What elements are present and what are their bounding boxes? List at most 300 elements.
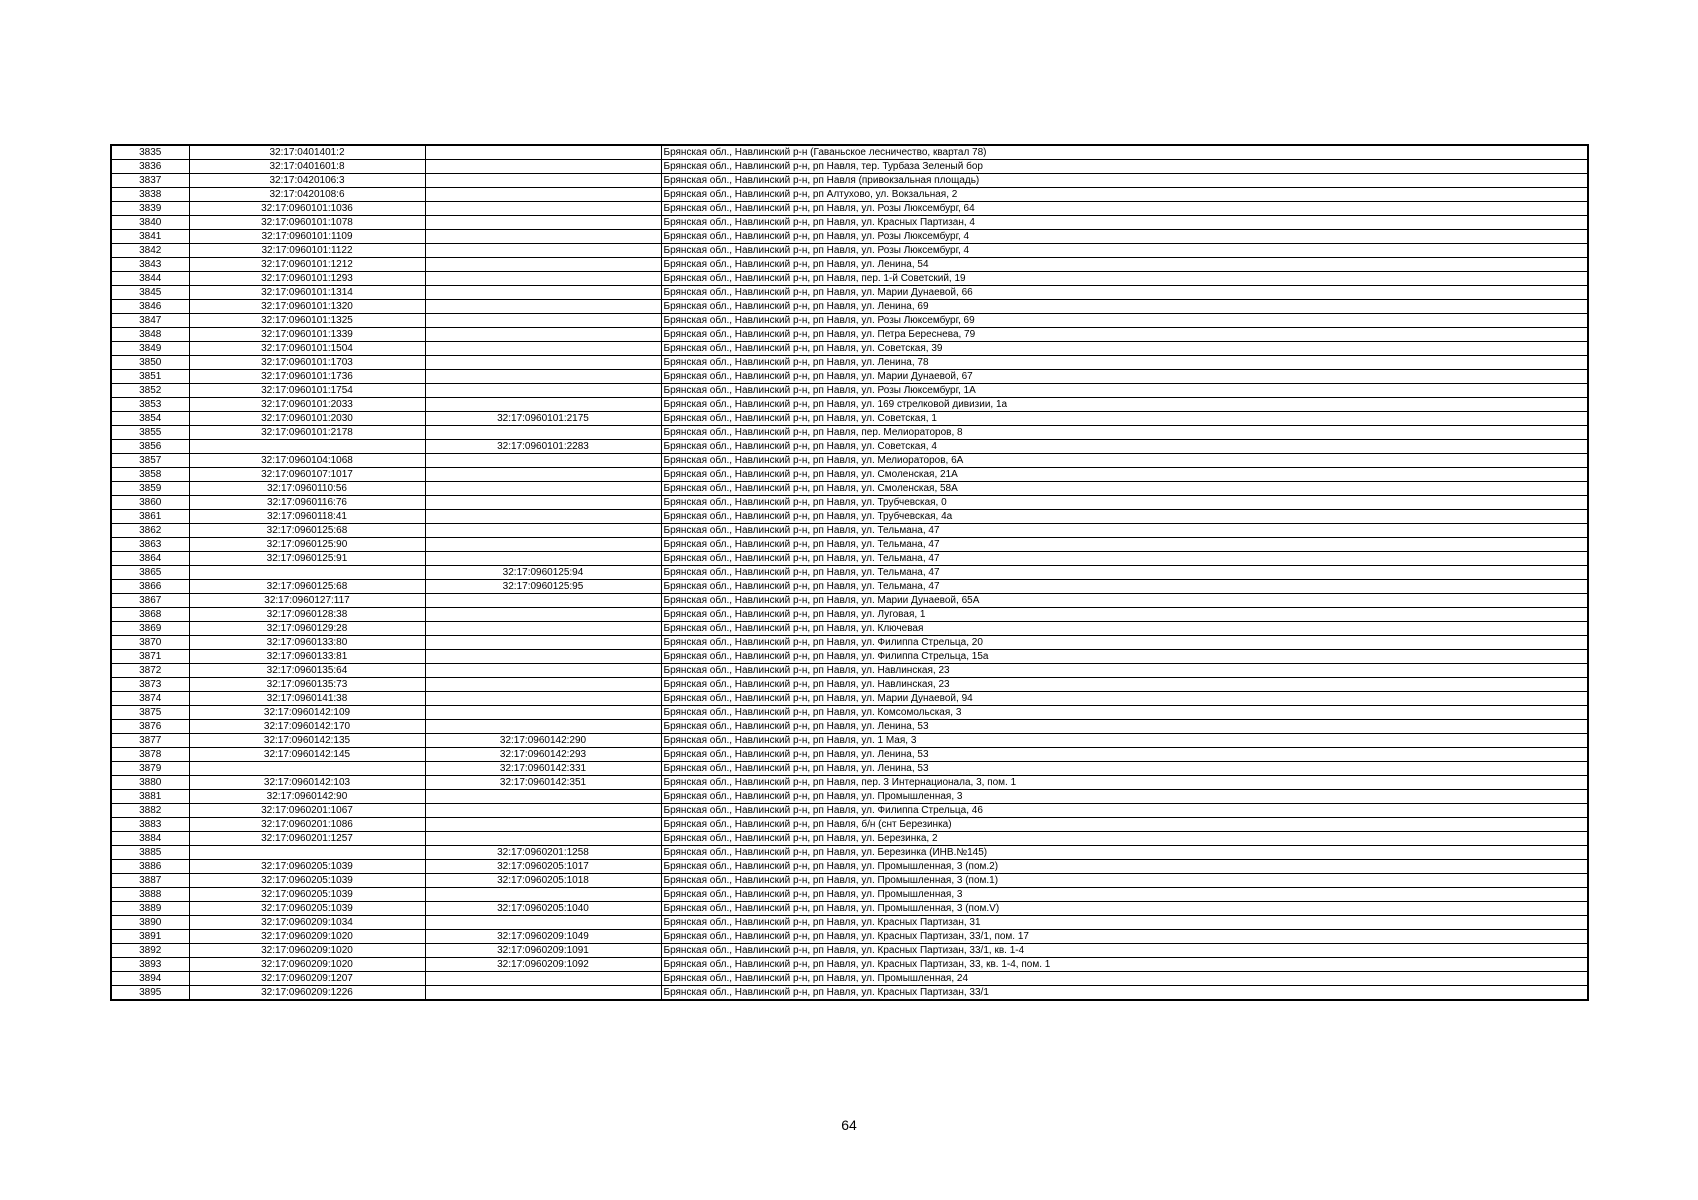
cadastral-number-cell: 32:17:0960201:1257: [189, 832, 425, 846]
related-cadastral-number-cell: [425, 538, 661, 552]
cadastral-number-cell: 32:17:0960101:1293: [189, 272, 425, 286]
row-number-cell: 3875: [111, 706, 189, 720]
related-cadastral-number-cell: 32:17:0960142:290: [425, 734, 661, 748]
related-cadastral-number-cell: [425, 986, 661, 1001]
table-row: [111, 384, 1588, 398]
related-cadastral-number-cell: 32:17:0960205:1040: [425, 902, 661, 916]
address-cell: Брянская обл., Навлинский р-н, рп Навля, ул. Трубчевская, 0: [661, 496, 1588, 510]
related-cadastral-number-cell: [425, 496, 661, 510]
row-number-cell: 3835: [111, 145, 189, 160]
table-row: [111, 524, 1588, 538]
related-cadastral-number-cell: [425, 342, 661, 356]
table-row: [111, 972, 1588, 986]
related-cadastral-number-cell: [425, 552, 661, 566]
related-cadastral-number-cell: [425, 692, 661, 706]
cadastral-number-cell: 32:17:0960142:90: [189, 790, 425, 804]
address-cell: Брянская обл., Навлинский р-н, рп Навля, ул. Ленина, 53: [661, 720, 1588, 734]
cadastral-number-cell: 32:17:0960201:1067: [189, 804, 425, 818]
cadastral-number-cell: 32:17:0960125:91: [189, 552, 425, 566]
related-cadastral-number-cell: [425, 622, 661, 636]
address-cell: Брянская обл., Навлинский р-н, рп Навля, ул. Промышленная, 3: [661, 888, 1588, 902]
row-number-cell: 3877: [111, 734, 189, 748]
row-number-cell: 3854: [111, 412, 189, 426]
row-number-cell: 3870: [111, 636, 189, 650]
table-row: [111, 734, 1588, 748]
address-cell: Брянская обл., Навлинский р-н, рп Навля, ул. 1 Мая, 3: [661, 734, 1588, 748]
related-cadastral-number-cell: [425, 804, 661, 818]
row-number-cell: 3885: [111, 846, 189, 860]
related-cadastral-number-cell: [425, 384, 661, 398]
cadastral-number-cell: 32:17:0960205:1039: [189, 860, 425, 874]
row-number-cell: 3856: [111, 440, 189, 454]
table-row: [111, 300, 1588, 314]
cadastral-number-cell: 32:17:0960128:38: [189, 608, 425, 622]
cadastral-number-cell: 32:17:0960141:38: [189, 692, 425, 706]
table-row: [111, 286, 1588, 300]
cadastral-number-cell: 32:17:0960101:1122: [189, 244, 425, 258]
address-cell: Брянская обл., Навлинский р-н, рп Навля, ул. Ленина, 53: [661, 762, 1588, 776]
cadastral-number-cell: 32:17:0960127:117: [189, 594, 425, 608]
address-cell: Брянская обл., Навлинский р-н, рп Навля, ул. Советская, 1: [661, 412, 1588, 426]
table-row: [111, 398, 1588, 412]
related-cadastral-number-cell: 32:17:0960125:95: [425, 580, 661, 594]
address-cell: Брянская обл., Навлинский р-н, рп Навля, ул. Тельмана, 47: [661, 580, 1588, 594]
related-cadastral-number-cell: [425, 174, 661, 188]
address-cell: Брянская обл., Навлинский р-н, рп Навля, ул. Трубчевская, 4а: [661, 510, 1588, 524]
cadastral-number-cell: 32:17:0960209:1207: [189, 972, 425, 986]
related-cadastral-number-cell: 32:17:0960205:1018: [425, 874, 661, 888]
table-row: [111, 706, 1588, 720]
table-row: [111, 650, 1588, 664]
address-cell: Брянская обл., Навлинский р-н, рп Навля, ул. Розы Люксембург, 4: [661, 230, 1588, 244]
address-cell: Брянская обл., Навлинский р-н, рп Навля, ул. Розы Люксембург, 69: [661, 314, 1588, 328]
row-number-cell: 3853: [111, 398, 189, 412]
row-number-cell: 3891: [111, 930, 189, 944]
address-cell: Брянская обл., Навлинский р-н, рп Навля, ул. Марии Дунаевой, 67: [661, 370, 1588, 384]
related-cadastral-number-cell: [425, 160, 661, 174]
cadastral-number-cell: 32:17:0960101:1325: [189, 314, 425, 328]
related-cadastral-number-cell: [425, 202, 661, 216]
row-number-cell: 3836: [111, 160, 189, 174]
table-row: [111, 846, 1588, 860]
related-cadastral-number-cell: [425, 650, 661, 664]
address-cell: Брянская обл., Навлинский р-н, рп Навля, ул. Филиппа Стрельца, 20: [661, 636, 1588, 650]
row-number-cell: 3838: [111, 188, 189, 202]
cadastral-number-cell: 32:17:0420108:6: [189, 188, 425, 202]
cadastral-number-cell: [189, 440, 425, 454]
row-number-cell: 3874: [111, 692, 189, 706]
related-cadastral-number-cell: [425, 454, 661, 468]
table-row: [111, 342, 1588, 356]
table-row: [111, 496, 1588, 510]
address-cell: Брянская обл., Навлинский р-н, рп Навля, ул. Тельмана, 47: [661, 524, 1588, 538]
cadastral-number-cell: 32:17:0960101:2033: [189, 398, 425, 412]
row-number-cell: 3868: [111, 608, 189, 622]
table-row: [111, 412, 1588, 426]
row-number-cell: 3889: [111, 902, 189, 916]
cadastral-number-cell: 32:17:0960133:80: [189, 636, 425, 650]
table-row: [111, 468, 1588, 482]
address-cell: Брянская обл., Навлинский р-н, рп Навля, ул. Марии Дунаевой, 94: [661, 692, 1588, 706]
table-row: [111, 636, 1588, 650]
row-number-cell: 3860: [111, 496, 189, 510]
address-cell: Брянская обл., Навлинский р-н, рп Навля, ул. Промышленная, 3 (пом.2): [661, 860, 1588, 874]
cadastral-number-cell: 32:17:0960101:1036: [189, 202, 425, 216]
address-cell: Брянская обл., Навлинский р-н, рп Навля, ул. Красных Партизан, 33/1, пом. 17: [661, 930, 1588, 944]
cadastral-number-cell: 32:17:0960205:1039: [189, 888, 425, 902]
row-number-cell: 3849: [111, 342, 189, 356]
row-number-cell: 3850: [111, 356, 189, 370]
table-row: [111, 608, 1588, 622]
related-cadastral-number-cell: 32:17:0960142:351: [425, 776, 661, 790]
table-row: [111, 314, 1588, 328]
address-cell: Брянская обл., Навлинский р-н, рп Навля, ул. Петра Береснева, 79: [661, 328, 1588, 342]
row-number-cell: 3878: [111, 748, 189, 762]
address-cell: Брянская обл., Навлинский р-н, рп Навля, ул. Ленина, 78: [661, 356, 1588, 370]
row-number-cell: 3872: [111, 664, 189, 678]
address-cell: Брянская обл., Навлинский р-н, рп Алтухово, ул. Вокзальная, 2: [661, 188, 1588, 202]
data-table: [110, 144, 1589, 1001]
cadastral-number-cell: 32:17:0960125:68: [189, 524, 425, 538]
cadastral-number-cell: 32:17:0960209:1226: [189, 986, 425, 1001]
address-cell: Брянская обл., Навлинский р-н, рп Навля, ул. Березинка, 2: [661, 832, 1588, 846]
address-cell: Брянская обл., Навлинский р-н (Гаваньское лесничество, квартал 78): [661, 145, 1588, 160]
table-body: [111, 145, 1588, 1000]
related-cadastral-number-cell: [425, 706, 661, 720]
table-row: [111, 860, 1588, 874]
related-cadastral-number-cell: [425, 510, 661, 524]
table-row: [111, 174, 1588, 188]
table-row: [111, 566, 1588, 580]
address-cell: Брянская обл., Навлинский р-н, рп Навля, ул. Розы Люксембург, 4: [661, 244, 1588, 258]
row-number-cell: 3864: [111, 552, 189, 566]
cadastral-number-cell: 32:17:0960101:1320: [189, 300, 425, 314]
related-cadastral-number-cell: [425, 356, 661, 370]
row-number-cell: 3862: [111, 524, 189, 538]
cadastral-number-cell: 32:17:0960209:1034: [189, 916, 425, 930]
address-cell: Брянская обл., Навлинский р-н, рп Навля, б/н (снт Березинка): [661, 818, 1588, 832]
table-row: [111, 538, 1588, 552]
related-cadastral-number-cell: 32:17:0960101:2175: [425, 412, 661, 426]
address-cell: Брянская обл., Навлинский р-н, рп Навля, ул. Тельмана, 47: [661, 566, 1588, 580]
row-number-cell: 3873: [111, 678, 189, 692]
address-cell: Брянская обл., Навлинский р-н, рп Навля, ул. Филиппа Стрельца, 46: [661, 804, 1588, 818]
row-number-cell: 3895: [111, 986, 189, 1001]
address-cell: Брянская обл., Навлинский р-н, рп Навля, ул. Марии Дунаевой, 65А: [661, 594, 1588, 608]
address-cell: Брянская обл., Навлинский р-н, рп Навля, ул. Красных Партизан, 31: [661, 916, 1588, 930]
row-number-cell: 3888: [111, 888, 189, 902]
address-cell: Брянская обл., Навлинский р-н, рп Навля, ул. Советская, 39: [661, 342, 1588, 356]
address-cell: Брянская обл., Навлинский р-н, рп Навля, ул. Промышленная, 3 (пом.1): [661, 874, 1588, 888]
row-number-cell: 3848: [111, 328, 189, 342]
table-row: [111, 930, 1588, 944]
cadastral-number-cell: 32:17:0960129:28: [189, 622, 425, 636]
cadastral-number-cell: 32:17:0960205:1039: [189, 902, 425, 916]
row-number-cell: 3871: [111, 650, 189, 664]
cadastral-number-cell: 32:17:0960101:2178: [189, 426, 425, 440]
table-row: [111, 902, 1588, 916]
row-number-cell: 3879: [111, 762, 189, 776]
row-number-cell: 3876: [111, 720, 189, 734]
address-cell: Брянская обл., Навлинский р-н, рп Навля, ул. Мелиораторов, 6А: [661, 454, 1588, 468]
related-cadastral-number-cell: 32:17:0960209:1092: [425, 958, 661, 972]
related-cadastral-number-cell: [425, 370, 661, 384]
table-row: [111, 370, 1588, 384]
related-cadastral-number-cell: [425, 524, 661, 538]
table-row: [111, 762, 1588, 776]
cadastral-number-cell: 32:17:0960125:90: [189, 538, 425, 552]
cadastral-number-cell: 32:17:0960142:109: [189, 706, 425, 720]
related-cadastral-number-cell: 32:17:0960142:293: [425, 748, 661, 762]
row-number-cell: 3869: [111, 622, 189, 636]
related-cadastral-number-cell: [425, 916, 661, 930]
related-cadastral-number-cell: [425, 272, 661, 286]
page-number: 64: [841, 1117, 857, 1133]
table-row: [111, 426, 1588, 440]
related-cadastral-number-cell: [425, 482, 661, 496]
related-cadastral-number-cell: [425, 594, 661, 608]
address-cell: Брянская обл., Навлинский р-н, рп Навля, ул. Смоленская, 58А: [661, 482, 1588, 496]
table-row: [111, 580, 1588, 594]
row-number-cell: 3837: [111, 174, 189, 188]
address-cell: Брянская обл., Навлинский р-н, рп Навля, ул. Розы Люксембург, 1А: [661, 384, 1588, 398]
address-cell: Брянская обл., Навлинский р-н, рп Навля, ул. Навлинская, 23: [661, 678, 1588, 692]
address-cell: Брянская обл., Навлинский р-н, рп Навля, ул. Советская, 4: [661, 440, 1588, 454]
related-cadastral-number-cell: [425, 818, 661, 832]
cadastral-number-cell: 32:17:0960107:1017: [189, 468, 425, 482]
address-cell: Брянская обл., Навлинский р-н, рп Навля, ул. Ленина, 54: [661, 258, 1588, 272]
table-row: [111, 216, 1588, 230]
cadastral-number-cell: 32:17:0960116:76: [189, 496, 425, 510]
related-cadastral-number-cell: [425, 832, 661, 846]
table-row: [111, 874, 1588, 888]
address-cell: Брянская обл., Навлинский р-н, рп Навля, ул. Луговая, 1: [661, 608, 1588, 622]
table-row: [111, 356, 1588, 370]
table-row: [111, 720, 1588, 734]
table-row: [111, 440, 1588, 454]
table-row: [111, 692, 1588, 706]
table-row: [111, 678, 1588, 692]
cadastral-number-cell: 32:17:0960104:1068: [189, 454, 425, 468]
related-cadastral-number-cell: [425, 398, 661, 412]
cadastral-number-cell: 32:17:0960142:145: [189, 748, 425, 762]
related-cadastral-number-cell: [425, 720, 661, 734]
row-number-cell: 3845: [111, 286, 189, 300]
address-cell: Брянская обл., Навлинский р-н, рп Навля, ул. Красных Партизан, 33, кв. 1-4, пом. 1: [661, 958, 1588, 972]
table-row: [111, 188, 1588, 202]
cadastral-number-cell: [189, 762, 425, 776]
table-row: [111, 748, 1588, 762]
table-row: [111, 552, 1588, 566]
row-number-cell: 3882: [111, 804, 189, 818]
cadastral-number-cell: 32:17:0960209:1020: [189, 930, 425, 944]
related-cadastral-number-cell: [425, 244, 661, 258]
cadastral-number-cell: 32:17:0960101:1212: [189, 258, 425, 272]
cadastral-number-cell: 32:17:0960101:1314: [189, 286, 425, 300]
related-cadastral-number-cell: [425, 328, 661, 342]
cadastral-number-cell: 32:17:0401401:2: [189, 145, 425, 160]
table-row: [111, 202, 1588, 216]
cadastral-number-cell: 32:17:0960209:1020: [189, 958, 425, 972]
related-cadastral-number-cell: [425, 468, 661, 482]
cadastral-number-cell: 32:17:0960118:41: [189, 510, 425, 524]
cadastral-number-cell: 32:17:0960101:1504: [189, 342, 425, 356]
related-cadastral-number-cell: [425, 888, 661, 902]
related-cadastral-number-cell: 32:17:0960201:1258: [425, 846, 661, 860]
cadastral-number-cell: 32:17:0960125:68: [189, 580, 425, 594]
row-number-cell: 3842: [111, 244, 189, 258]
address-cell: Брянская обл., Навлинский р-н, рп Навля, тер. Турбаза Зеленый бор: [661, 160, 1588, 174]
row-number-cell: 3887: [111, 874, 189, 888]
address-cell: Брянская обл., Навлинский р-н, рп Навля, ул. Розы Люксембург, 64: [661, 202, 1588, 216]
address-cell: Брянская обл., Навлинский р-н, рп Навля, пер. 3 Интернационала, 3, пом. 1: [661, 776, 1588, 790]
related-cadastral-number-cell: [425, 972, 661, 986]
related-cadastral-number-cell: [425, 636, 661, 650]
row-number-cell: 3857: [111, 454, 189, 468]
row-number-cell: 3890: [111, 916, 189, 930]
row-number-cell: 3883: [111, 818, 189, 832]
cadastral-number-cell: 32:17:0960205:1039: [189, 874, 425, 888]
related-cadastral-number-cell: 32:17:0960125:94: [425, 566, 661, 580]
row-number-cell: 3880: [111, 776, 189, 790]
related-cadastral-number-cell: [425, 426, 661, 440]
address-cell: Брянская обл., Навлинский р-н, рп Навля, ул. Комсомольская, 3: [661, 706, 1588, 720]
table-row: [111, 594, 1588, 608]
related-cadastral-number-cell: [425, 286, 661, 300]
cadastral-number-cell: 32:17:0960142:103: [189, 776, 425, 790]
table-row: [111, 986, 1588, 1001]
row-number-cell: 3884: [111, 832, 189, 846]
related-cadastral-number-cell: 32:17:0960209:1091: [425, 944, 661, 958]
table-row: [111, 916, 1588, 930]
cadastral-number-cell: 32:17:0960133:81: [189, 650, 425, 664]
row-number-cell: 3866: [111, 580, 189, 594]
table-row: [111, 160, 1588, 174]
table-row: [111, 804, 1588, 818]
cadastral-number-cell: [189, 846, 425, 860]
table-row: [111, 958, 1588, 972]
address-cell: Брянская обл., Навлинский р-н, рп Навля, ул. Ленина, 69: [661, 300, 1588, 314]
address-cell: Брянская обл., Навлинский р-н, рп Навля, ул. Марии Дунаевой, 66: [661, 286, 1588, 300]
address-cell: Брянская обл., Навлинский р-н, рп Навля, ул. Тельмана, 47: [661, 538, 1588, 552]
table-row: [111, 888, 1588, 902]
cadastral-number-cell: 32:17:0960209:1020: [189, 944, 425, 958]
row-number-cell: 3894: [111, 972, 189, 986]
address-cell: Брянская обл., Навлинский р-н, рп Навля, ул. Навлинская, 23: [661, 664, 1588, 678]
table-row: [111, 832, 1588, 846]
cadastral-number-cell: [189, 566, 425, 580]
cadastral-number-cell: 32:17:0960142:135: [189, 734, 425, 748]
cadastral-number-cell: 32:17:0401601:8: [189, 160, 425, 174]
table-row: [111, 944, 1588, 958]
address-cell: Брянская обл., Навлинский р-н, рп Навля, ул. Ключевая: [661, 622, 1588, 636]
table-row: [111, 454, 1588, 468]
table-row: [111, 328, 1588, 342]
row-number-cell: 3847: [111, 314, 189, 328]
cadastral-number-cell: 32:17:0960142:170: [189, 720, 425, 734]
cadastral-number-cell: 32:17:0960135:64: [189, 664, 425, 678]
row-number-cell: 3893: [111, 958, 189, 972]
related-cadastral-number-cell: [425, 188, 661, 202]
address-cell: Брянская обл., Навлинский р-н, рп Навля, ул. Промышленная, 3 (пом.V): [661, 902, 1588, 916]
row-number-cell: 3881: [111, 790, 189, 804]
row-number-cell: 3840: [111, 216, 189, 230]
related-cadastral-number-cell: [425, 258, 661, 272]
table-row: [111, 145, 1588, 160]
row-number-cell: 3852: [111, 384, 189, 398]
address-cell: Брянская обл., Навлинский р-н, рп Навля, ул. Смоленская, 21А: [661, 468, 1588, 482]
row-number-cell: 3841: [111, 230, 189, 244]
address-cell: Брянская обл., Навлинский р-н, рп Навля, ул. Березинка (ИНВ.№145): [661, 846, 1588, 860]
row-number-cell: 3844: [111, 272, 189, 286]
address-cell: Брянская обл., Навлинский р-н, рп Навля, ул. Красных Партизан, 33/1, кв. 1-4: [661, 944, 1588, 958]
address-cell: Брянская обл., Навлинский р-н, рп Навля, ул. Промышленная, 24: [661, 972, 1588, 986]
row-number-cell: 3851: [111, 370, 189, 384]
address-cell: Брянская обл., Навлинский р-н, рп Навля, ул. 169 стрелковой дивизии, 1а: [661, 398, 1588, 412]
related-cadastral-number-cell: [425, 145, 661, 160]
related-cadastral-number-cell: [425, 300, 661, 314]
table-row: [111, 776, 1588, 790]
row-number-cell: 3858: [111, 468, 189, 482]
cadastral-number-cell: 32:17:0960101:1109: [189, 230, 425, 244]
row-number-cell: 3863: [111, 538, 189, 552]
address-cell: Брянская обл., Навлинский р-н, рп Навля (привокзальная площадь): [661, 174, 1588, 188]
table-row: [111, 818, 1588, 832]
related-cadastral-number-cell: [425, 678, 661, 692]
row-number-cell: 3861: [111, 510, 189, 524]
related-cadastral-number-cell: [425, 314, 661, 328]
related-cadastral-number-cell: [425, 230, 661, 244]
cadastral-number-cell: 32:17:0960101:1736: [189, 370, 425, 384]
cadastral-number-cell: 32:17:0960101:1703: [189, 356, 425, 370]
related-cadastral-number-cell: [425, 790, 661, 804]
row-number-cell: 3839: [111, 202, 189, 216]
cadastral-number-cell: 32:17:0960101:1078: [189, 216, 425, 230]
cadastral-number-cell: 32:17:0960101:2030: [189, 412, 425, 426]
table-row: [111, 258, 1588, 272]
cadastral-number-cell: 32:17:0420106:3: [189, 174, 425, 188]
row-number-cell: 3859: [111, 482, 189, 496]
related-cadastral-number-cell: 32:17:0960142:331: [425, 762, 661, 776]
related-cadastral-number-cell: [425, 216, 661, 230]
table-row: [111, 510, 1588, 524]
address-cell: Брянская обл., Навлинский р-н, рп Навля, пер. 1-й Советский, 19: [661, 272, 1588, 286]
related-cadastral-number-cell: 32:17:0960101:2283: [425, 440, 661, 454]
row-number-cell: 3892: [111, 944, 189, 958]
address-cell: Брянская обл., Навлинский р-н, рп Навля, ул. Красных Партизан, 4: [661, 216, 1588, 230]
cadastral-number-cell: 32:17:0960110:56: [189, 482, 425, 496]
related-cadastral-number-cell: 32:17:0960205:1017: [425, 860, 661, 874]
table-row: [111, 230, 1588, 244]
cadastral-number-cell: 32:17:0960101:1754: [189, 384, 425, 398]
row-number-cell: 3846: [111, 300, 189, 314]
cadastral-number-cell: 32:17:0960135:73: [189, 678, 425, 692]
address-cell: Брянская обл., Навлинский р-н, рп Навля, пер. Мелиораторов, 8: [661, 426, 1588, 440]
table-row: [111, 622, 1588, 636]
table-row: [111, 790, 1588, 804]
row-number-cell: 3855: [111, 426, 189, 440]
row-number-cell: 3886: [111, 860, 189, 874]
address-cell: Брянская обл., Навлинский р-н, рп Навля, ул. Филиппа Стрельца, 15а: [661, 650, 1588, 664]
address-cell: Брянская обл., Навлинский р-н, рп Навля, ул. Тельмана, 47: [661, 552, 1588, 566]
table-row: [111, 664, 1588, 678]
related-cadastral-number-cell: 32:17:0960209:1049: [425, 930, 661, 944]
row-number-cell: 3865: [111, 566, 189, 580]
related-cadastral-number-cell: [425, 664, 661, 678]
address-cell: Брянская обл., Навлинский р-н, рп Навля, ул. Ленина, 53: [661, 748, 1588, 762]
cadastral-number-cell: 32:17:0960101:1339: [189, 328, 425, 342]
address-cell: Брянская обл., Навлинский р-н, рп Навля, ул. Красных Партизан, 33/1: [661, 986, 1588, 1001]
